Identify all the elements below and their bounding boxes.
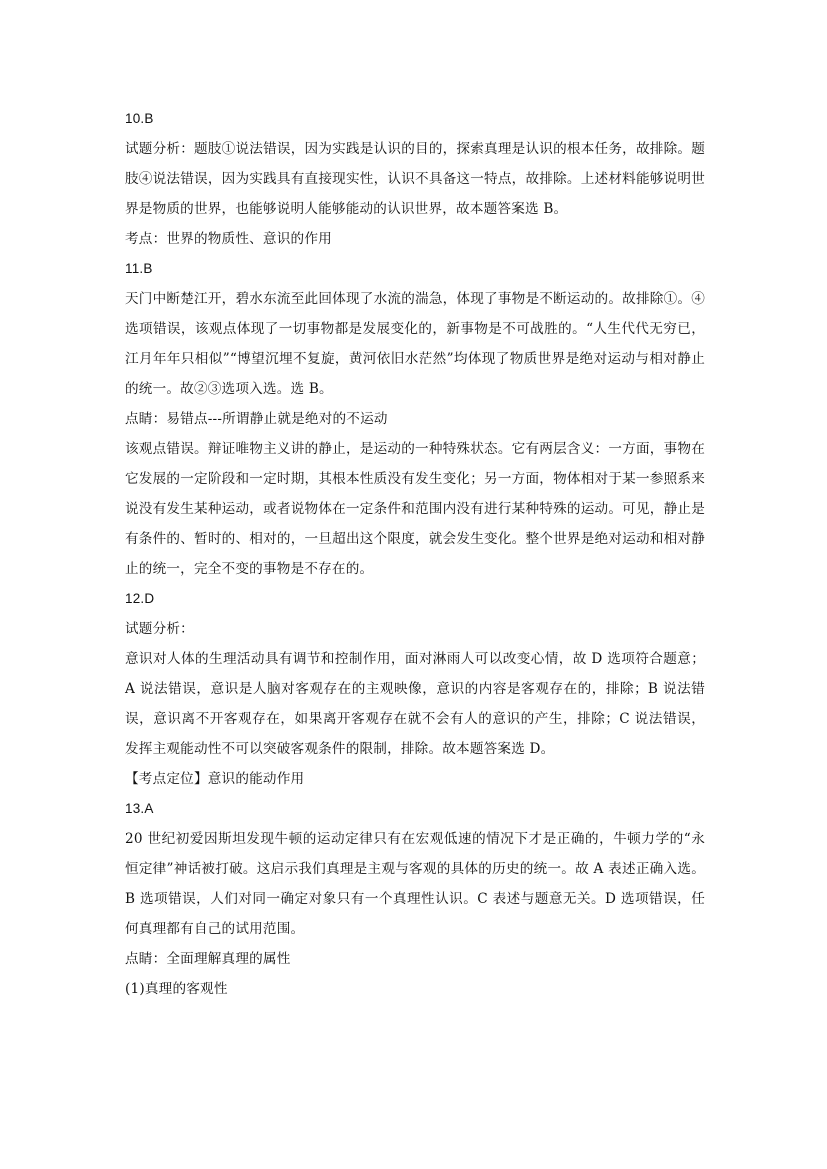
question-12-analysis-label: 试题分析：	[125, 621, 194, 637]
question-11-dianjing: 点睛：易错点---所谓静止就是绝对的不运动	[125, 411, 388, 427]
question-13-body: 20 世纪初爱因斯坦发现牛顿的运动定律只有在宏观低速的情况下才是正确的，牛顿力学的“永恒定律”神话被打破。这启示我们真理是主观与客观的具体的历史的统一。故 A 表述正确入选。B 选项错误，人们对同一确定对象只有一个真理性认识。C 表述与题意无关。D 选项错误，任何真理都有自己的试用范围。	[125, 831, 705, 937]
question-10-kaodian: 考点：世界的物质性、意识的作用	[125, 231, 332, 247]
question-12-number: 12.D	[125, 591, 155, 606]
question-13-sub1: (1)真理的客观性	[125, 981, 228, 997]
question-13-number: 13.A	[125, 801, 154, 816]
question-10-analysis: 试题分析：题肢①说法错误，因为实践是认识的目的，探索真理是认识的根本任务，故排除。题肢④说法错误，因为实践具有直接现实性，认识不具备这一特点，故排除。上述材料能够说明世界是物质的世界，也能够说明人能够能动的认识世界，故本题答案选 B。	[125, 141, 705, 217]
question-10-number: 10.B	[125, 111, 154, 126]
question-12-analysis: 意识对人体的生理活动具有调节和控制作用，面对淋雨人可以改变心情，故 D 选项符合题意；A 说法错误，意识是人脑对客观存在的主观映像，意识的内容是客观存在的，排除；B 说法错误，意识离不开客观存在，如果离开客观存在就不会有人的意识的产生，排除；C 说法错误，发挥主观能动性不可以突破客观条件的限制，排除。故本题答案选 D。	[125, 651, 705, 757]
answer-content	[125, 104, 705, 1004]
question-12-kaodian: 【考点定位】意识的能动作用	[125, 771, 305, 787]
question-11-body: 天门中断楚江开，碧水东流至此回体现了水流的湍急，体现了事物是不断运动的。故排除①。④选项错误，该观点体现了一切事物都是发展变化的，新事物是不可战胜的。“人生代代无穷已，江月年年只相似”“博望沉埋不复旋，黄河依旧水茫然”均体现了物质世界是绝对运动与相对静止的统一。故②③选项入选。选 B。	[125, 291, 705, 397]
question-11-detail: 该观点错误。辩证唯物主义讲的静止，是运动的一种特殊状态。它有两层含义：一方面，事物在它发展的一定阶段和一定时期，其根本性质没有发生变化；另一方面，物体相对于某一参照系来说没有发生某种运动，或者说物体在一定条件和范围内没有进行某种特殊的运动。可见，静止是有条件的、暂时的、相对的，一旦超出这个限度，就会发生变化。整个世界是绝对运动和相对静止的统一，完全不变的事物是不存在的。	[125, 441, 705, 577]
question-11-number: 11.B	[125, 261, 153, 276]
question-13-dianjing: 点睛：全面理解真理的属性	[125, 951, 291, 967]
